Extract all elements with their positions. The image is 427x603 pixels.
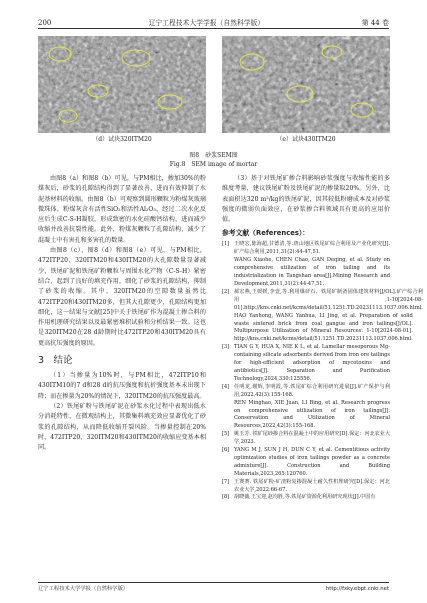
footer-rule bbox=[38, 582, 389, 583]
right-column bbox=[222, 174, 423, 502]
figure-caption-cn: 图8 砂浆SEM图 bbox=[189, 152, 238, 159]
sem-image-d bbox=[38, 36, 206, 133]
reference-list bbox=[222, 241, 423, 502]
references-title: 参考文献（References）： bbox=[222, 229, 310, 238]
reference-item: [1] 王晓宏,陈海超,甘德清,等.唐山地区铁尾矿综合利用及产业化研究[J].矿产综合利用,2011,31(2):44-47,51. bbox=[222, 241, 390, 256]
header-rule bbox=[38, 28, 389, 29]
reference-item: [2] 郝宏燕,王媛媛,李壹,等.利用煤矸石、铁尾矿制备固体建筑材料[J/OL].矿产综合利用,1-10[2024-08-01].http://kns.cnki.net/kcms/detail/51.1251.TD.20231113.1037.006.html. bbox=[222, 288, 423, 311]
subcaption-d: （d）试块320ITM20 bbox=[92, 136, 152, 143]
body-paragraph: 由图8（a）和图8（b）可见，与PM相比，掺加30%的粉煤灰后，砂浆的孔隙结构得到了显著改善，进而有效抑制了水泥基材料的收缩。由图8（b）可观察到圆形颗粒为粉煤灰玻璃微珠体，粉煤灰含有活性SiO₂和活性Al₂O₃，经过二次水化反应后生成C-S-H凝胶，形成致密的水化硅酸钙结构，进而减少收缩并改善抗裂性能。此外，粉煤灰颗粒了孔隙结构，减少了混凝土中有害孔和多害孔的数量。 bbox=[38, 175, 206, 244]
conclusion-item: （3）基于对铁尾矿掺合料影响砂浆强度与收缩性能的多维度考量，建议铁尾矿粉及铁尾矿泥的掺量取20%。另外，比表面积达320 m²/kg的铁尾矿泥，因其较低粉磨成本及对砂浆强度的微弱负面效应，在砂浆掺合料领域具有更高的应用价值。 bbox=[222, 175, 390, 224]
journal-title: 辽宁工程技术大学学报（自然科学版） bbox=[148, 19, 265, 27]
reference-item: REN Minghao, XIE Juan, LI Bing, et al. Research progress on comprehensive utilization of iron tailings[J]. Conservation and Utilization of Mineral Resources,2022,42(3):155-168. bbox=[234, 399, 390, 430]
running-footer bbox=[38, 585, 389, 593]
reference-item: [8] 胡晓薇,王宝迎,赵均胜,等.铁尾矿资源化利用研究现状[J].中国有 bbox=[222, 494, 376, 501]
reference-item: [5] 姚玉芳. 铁矿尾砂掺合料在混凝土中的应用研究[D].保定：河北农业大学,2023. bbox=[222, 431, 390, 446]
reference-item: [3] TIAN G Y, HUA X, NIE K L, et al. Lamellar mesoporous Mg-containing silicate adsorbents derived from iron ore tailings for high-efficient adsorption of mycotoxins and antibiotics[J]. Separation and Purification Technology,2024,330:125556. bbox=[222, 344, 390, 382]
reference-item: HAO Yanhong, WANG Yanhua, LI Jing, et al. Preparation of solid waste sintered brick from coal gangue and iron tailings[J/OL]. Multipurpose Utilization of Mineral Resources: 1-10[2024-08-01]. http://kns.cnki.net/kcms/detail/51.1251.TD.20231113.1037.006.html. bbox=[234, 312, 413, 343]
running-header bbox=[38, 17, 389, 28]
sem-image-e bbox=[222, 36, 390, 133]
volume-label: 第 44 卷 bbox=[361, 19, 389, 27]
footer-url[interactable]: http://fxky.ebpt.cnki.net bbox=[325, 586, 389, 592]
figure-caption-en: Fig.8 SEM image of mortar bbox=[169, 161, 258, 168]
conclusion-item: （1）当掺量为10%时，与PM相比，472ITP10和430ITM10的7 d和28 d的抗压强度和抗折强度基本未出现下降；而在掺量为20%的情况下，320ITM20的抗压强度最高。 bbox=[38, 372, 206, 400]
reference-item: [7] 王赛赛. 铁尾矿粉-矿渣粉复掺混凝土耐久性机理研究[D].保定：河北农业大学,2022:66-67. bbox=[222, 478, 390, 493]
subcaption-e: （e）试块430ITM20 bbox=[276, 136, 336, 143]
left-column bbox=[38, 174, 206, 453]
page-number: 200 bbox=[38, 19, 52, 27]
footer-journal: 辽宁工程技术大学学报（自然科学版） bbox=[38, 586, 129, 592]
conclusion-item: （2）铁尾矿粉与铁尾矿泥在砂浆水化过程中表现出低水分消耗特性，在微观结构上，其微集料填充效应显著优化了砂浆的孔隙结构，从而降低收缩开裂风险。当掺量控制在20%时，472ITP20、320ITM20和430ITM20的收缩应变基本相同。 bbox=[38, 402, 206, 452]
reference-item: WANG Xiaohe, CHEN Chao, GAN Deqing, et al. Study on comprehensive utilization of iron tailing and its industrialization in Tangshan area[J].Mining Research and Development,2011,31(2):44-47,51. bbox=[234, 257, 390, 288]
reference-item: [6] YANG M J, SUN J H, DUN C Y, et al. Cementitious activity optimization studies of iron tailings powder as a concrete admixture[J]. Construction and Building Materials,2023,265:120760. bbox=[222, 447, 390, 477]
section-title-conclusion: 3 结论 bbox=[38, 355, 73, 367]
reference-item: [4] 任明龙,谢辉,李明霞,等.铁尾矿综合利用研究进展[J].矿产保护与利用,2022,42(3):155-168. bbox=[222, 383, 390, 398]
body-paragraph: 由图8（c）、图8（d）和图8（e）可见，与PM相比，472ITP20、320ITM20和430ITM20的大孔隙数量显著减少，铁尾矿泥和铁尾矿粉颗粒与周围水化产物（C-S-H）紧密结合，起到了良好的填充作用，细化了砂浆的孔隙结构，抑制了砂浆的收缩。其中，320ITM20的空隙数量虽然比472ITP20和430ITM20多，但其大孔隙更少，孔隙结构更加细化，这一结果与文献[25]中关于铁尾矿作为混凝土掺合料的作用机理研究结果以及最紧密堆积试验和分析结果一致。这也是320ITM20在28 d龄期时比472ITP20和430ITM20具有更高抗压强度的原因。 bbox=[38, 247, 206, 347]
